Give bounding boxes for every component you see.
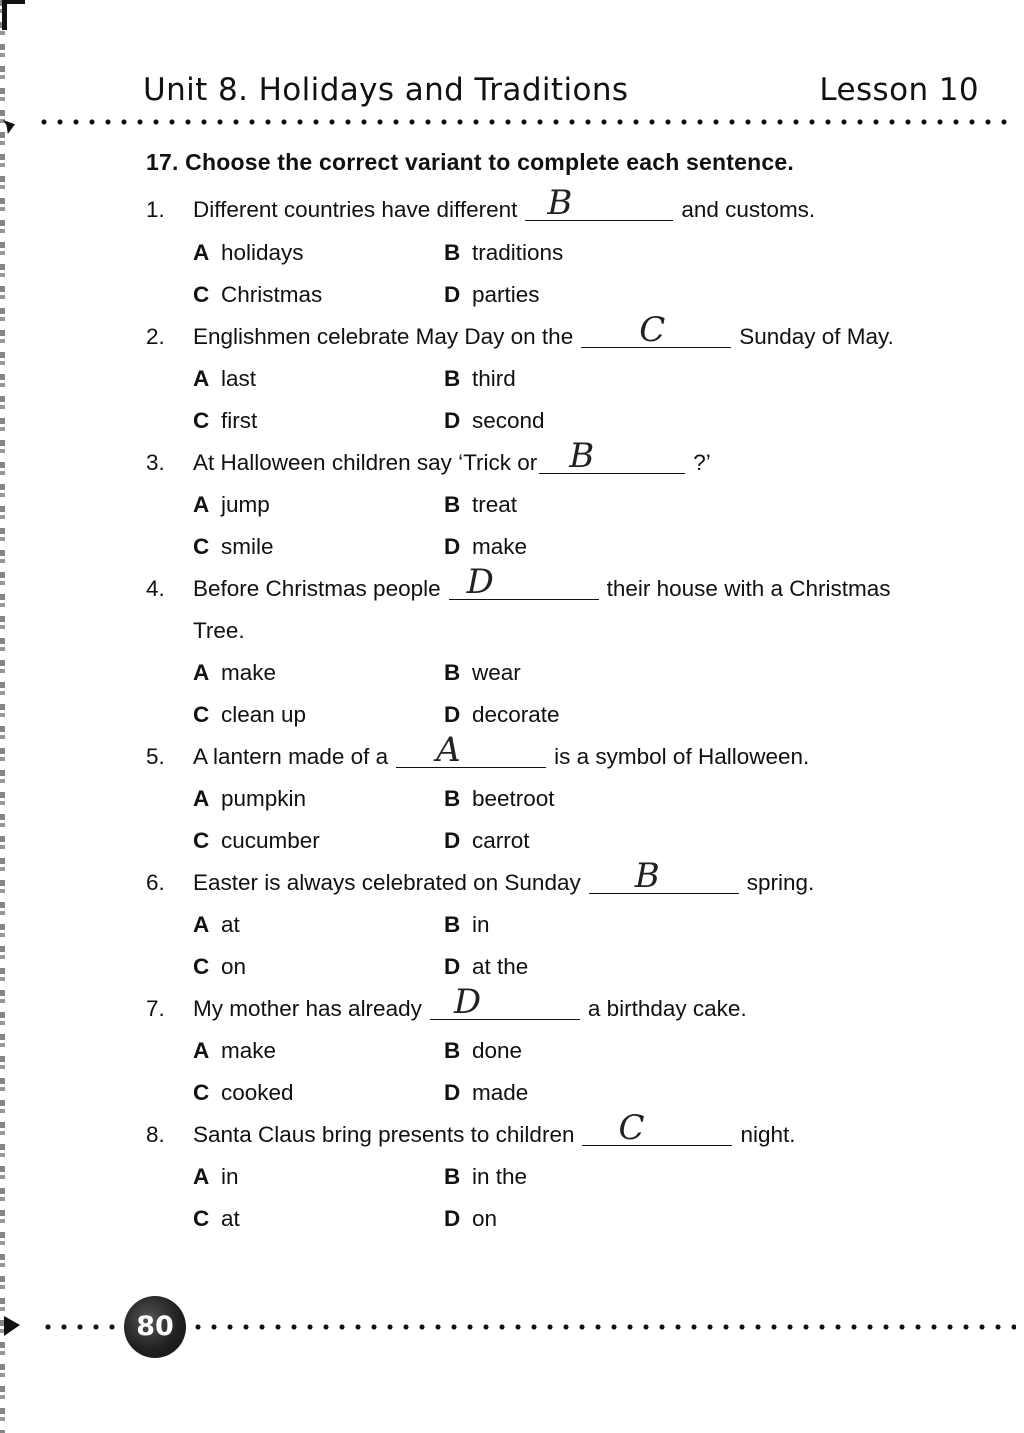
question-number: 4. [146, 576, 165, 601]
answer-blank[interactable] [396, 730, 546, 770]
question-4 [146, 562, 1006, 610]
option-b[interactable]: B treat [444, 492, 518, 517]
option-b[interactable]: B done [444, 1038, 523, 1063]
page-header [143, 68, 983, 112]
answer-blank[interactable] [449, 562, 599, 602]
option-b[interactable]: B wear [444, 660, 521, 685]
handwritten-answer: D [453, 982, 482, 1022]
margin-arrow-icon [4, 1316, 20, 1336]
footer-dotted-divider-left [40, 1323, 122, 1331]
question-text: Different countries have different B and customs. [193, 183, 816, 223]
answer-blank[interactable] [582, 1108, 732, 1148]
corner-mark [2, 0, 25, 30]
question-2 [146, 310, 1006, 358]
option-c[interactable]: C cooked [193, 1080, 294, 1105]
option-a[interactable]: A make [193, 1038, 277, 1063]
option-c[interactable]: C smile [193, 534, 274, 559]
option-a[interactable]: A last [193, 366, 257, 391]
option-a[interactable]: A in [193, 1164, 239, 1189]
option-d[interactable]: D at the [444, 954, 529, 979]
question-text: Englishmen celebrate May Day on the C Sunday of May. [193, 310, 894, 350]
option-d[interactable]: D make [444, 534, 528, 559]
handwritten-answer: B [569, 436, 595, 476]
option-b[interactable]: B traditions [444, 240, 564, 265]
question-text-continuation: Tree. [193, 618, 245, 643]
question-6 [146, 856, 1006, 904]
handwritten-answer: B [547, 183, 573, 223]
handwritten-answer: A [436, 730, 461, 770]
question-number: 2. [146, 324, 165, 349]
question-text: A lantern made of a A is a symbol of Halloween. [193, 730, 810, 770]
option-a[interactable]: A jump [193, 492, 270, 517]
header-dotted-divider [36, 118, 1014, 126]
option-d[interactable]: D decorate [444, 702, 560, 727]
option-c[interactable]: C Christmas [193, 282, 323, 307]
question-3 [146, 436, 1006, 484]
option-c[interactable]: C at [193, 1206, 240, 1231]
question-text: At Halloween children say ‘Trick or B ?’ [193, 436, 711, 476]
option-a[interactable]: A at [193, 912, 240, 937]
question-number: 8. [146, 1122, 165, 1147]
answer-blank[interactable] [430, 982, 580, 1022]
answer-blank[interactable] [589, 856, 739, 896]
question-text: My mother has already D a birthday cake. [193, 982, 747, 1022]
option-b[interactable]: B in the [444, 1164, 528, 1189]
answer-blank[interactable] [581, 310, 731, 350]
option-d[interactable]: D carrot [444, 828, 530, 853]
question-text: Easter is always celebrated on Sunday B spring. [193, 856, 815, 896]
question-number: 6. [146, 870, 165, 895]
handwritten-answer: B [634, 856, 660, 896]
option-c[interactable]: C on [193, 954, 247, 979]
question-number: 1. [146, 197, 165, 222]
option-b[interactable]: B third [444, 366, 516, 391]
option-c[interactable]: C cucumber [193, 828, 320, 853]
option-a[interactable]: A make [193, 660, 277, 685]
task-title: 17. Choose the correct variant to complete each sentence. [146, 149, 794, 175]
handwritten-answer: D [466, 562, 494, 602]
option-b[interactable]: B in [444, 912, 490, 937]
question-number: 3. [146, 450, 165, 475]
option-d[interactable]: D on [444, 1206, 498, 1231]
question-5 [146, 730, 1006, 778]
question-7 [146, 982, 1006, 1030]
option-b[interactable]: B beetroot [444, 786, 555, 811]
question-1 [146, 183, 1006, 231]
scan-edge [0, 0, 5, 1433]
option-c[interactable]: C first [193, 408, 258, 433]
page-number-badge: 80 [124, 1296, 186, 1358]
question-text: Before Christmas people D their house with a Christmas [193, 562, 891, 602]
answer-blank[interactable] [539, 436, 685, 476]
footer-dotted-divider-right [190, 1323, 1016, 1331]
question-text: Santa Claus bring presents to children C night. [193, 1108, 796, 1148]
option-d[interactable]: D parties [444, 282, 540, 307]
question-4-continuation [146, 618, 1006, 652]
lesson-label: Lesson 10 [819, 72, 979, 108]
answer-blank[interactable] [525, 183, 673, 223]
handwritten-answer: C [639, 310, 666, 350]
question-number: 7. [146, 996, 165, 1021]
option-d[interactable]: D made [444, 1080, 529, 1105]
handwritten-answer: C [618, 1108, 645, 1148]
option-a[interactable]: A pumpkin [193, 786, 307, 811]
option-a[interactable]: A holidays [193, 240, 304, 265]
option-d[interactable]: D second [444, 408, 545, 433]
option-c[interactable]: C clean up [193, 702, 307, 727]
question-8 [146, 1108, 1006, 1156]
question-number: 5. [146, 744, 165, 769]
unit-title: Unit 8. Holidays and Traditions [143, 72, 629, 108]
